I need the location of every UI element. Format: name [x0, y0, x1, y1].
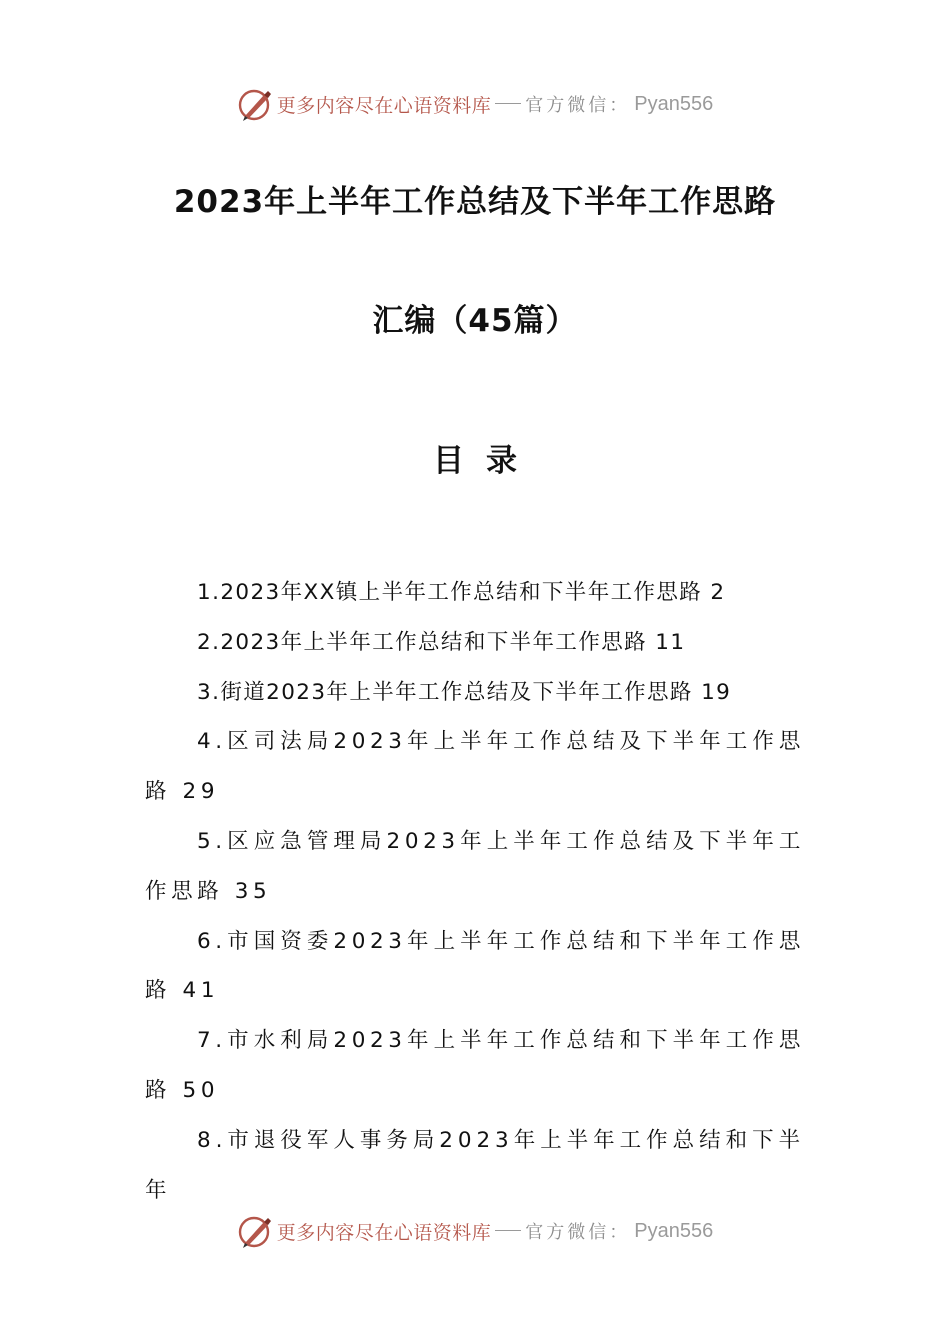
toc-entry[interactable]: 2.2023年上半年工作总结和下半年工作思路 11 [197, 629, 686, 655]
banner-official-text: 官方微信： [525, 95, 631, 116]
banner-official-text: 官方微信： [525, 1222, 631, 1243]
banner-dash [495, 1230, 521, 1231]
footer-watermark-banner [0, 1209, 950, 1253]
pen-logo-icon [237, 1213, 273, 1249]
toc-entry[interactable]: 8.市退役军人事务局2023年上半年工作总结和下半年 [145, 1127, 805, 1203]
toc-heading: 目录 [433, 443, 539, 479]
banner-account-id: Pyan556 [634, 1219, 714, 1242]
pen-logo-icon [237, 86, 273, 122]
toc-entry[interactable]: 6.市国资委2023年上半年工作总结和下半年工作思路 41 [145, 928, 805, 1004]
toc-entry[interactable]: 4.区司法局2023年上半年工作总结及下半年工作思路 29 [145, 729, 805, 805]
toc-entry[interactable]: 1.2023年XX镇上半年工作总结和下半年工作思路 2 [197, 580, 726, 605]
banner-account-id: Pyan556 [634, 92, 714, 115]
document-title-line2: 汇编（45篇） [372, 303, 578, 339]
banner-main-text: 更多内容尽在心语资料库 [276, 94, 492, 117]
toc-entry[interactable]: 7.市水利局2023年上半年工作总结和下半年工作思路 50 [145, 1028, 805, 1103]
banner-main-text: 更多内容尽在心语资料库 [276, 1221, 492, 1244]
toc-entry[interactable]: 5.区应急管理局2023年上半年工作总结及下半年工作思路 35 [145, 828, 805, 904]
header-watermark-banner [0, 82, 950, 126]
toc-entry[interactable]: 3.街道2023年上半年工作总结及下半年工作思路 19 [197, 679, 732, 705]
table-of-contents [145, 568, 805, 1215]
banner-dash [495, 103, 521, 104]
document-title-line1: 2023年上半年工作总结及下半年工作思路 [173, 184, 777, 220]
